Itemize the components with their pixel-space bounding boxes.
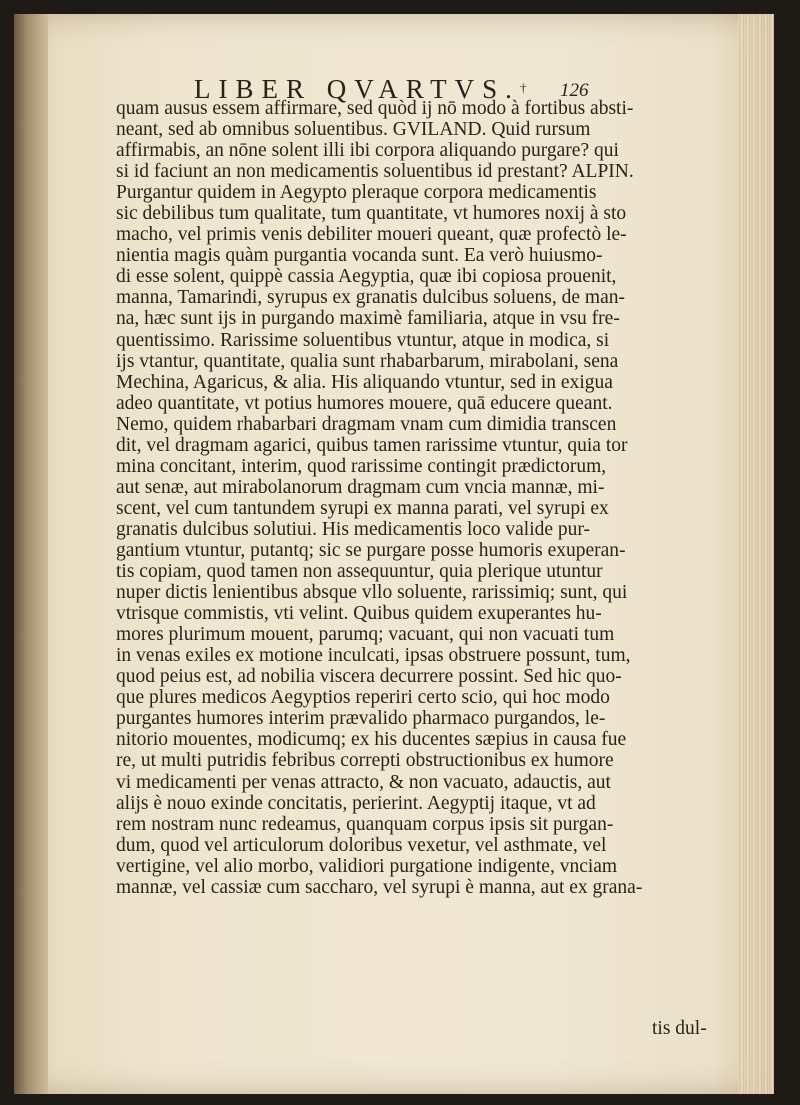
text-line: scent, vel cum tantundem syrupi ex manna parati, vel syrupi ex — [116, 497, 609, 519]
text-line: dit, vel dragmam agarici, quibus tamen rarissime vtuntur, quia tor — [116, 434, 628, 456]
text-line: affirmabis, an nōne solent illi ibi corpora aliquando purgare? qui — [116, 140, 619, 162]
text-line: di esse solent, quippè cassia Aegyptia, quæ ibi copiosa prouenit, — [116, 266, 617, 288]
text-line: neant, sed ab omnibus soluentibus. GVILAND. Quid rursum — [116, 119, 591, 141]
text-line: rem nostram nunc redeamus, quanquam corpus ipsis sit purgan- — [116, 813, 614, 835]
text-line: sic debilibus tum qualitate, tum quantitate, vt humores noxij à sto — [116, 203, 627, 225]
text-line: si id faciunt an non medicamentis soluentibus id prestant? ALPIN. — [116, 161, 634, 183]
page-number: 126 — [560, 80, 589, 101]
text-line: nitorio mouentes, modicumq; ex his ducentes sæpius in causa fue — [116, 729, 627, 751]
text-line: manna, Tamarindi, syrupus ex granatis dulcibus soluens, de man- — [116, 287, 625, 309]
text-line: vtrisque commistis, vti velint. Quibus quidem exuperantes hu- — [116, 603, 602, 625]
text-line: quod peius est, ad nobilia viscera decurrere possint. Sed hic quo- — [116, 666, 622, 688]
text-line: quentissimo. Rarissime soluentibus vtuntur, atque in modica, si — [116, 329, 610, 351]
text-line: que plures medicos Aegyptios reperiri certo scio, qui hoc modo — [116, 687, 610, 709]
text-line: aut senæ, aut mirabolanorum dragmam cum vncia mannæ, mi- — [116, 476, 605, 498]
body-text — [116, 98, 722, 898]
text-line: granatis dulcibus solutiui. His medicamentis loco valide pur- — [116, 518, 591, 540]
text-line: purgantes humores interim prævalido pharmaco purgandos, le- — [116, 708, 606, 730]
text-line: in venas exiles ex motione inculcati, ipsas obstruere possunt, tum, — [116, 645, 631, 667]
text-line: adeo quantitate, vt potius humores mouere, quā educere queant. — [116, 392, 613, 414]
page-edges — [738, 14, 774, 1094]
running-head-mark: † — [520, 80, 527, 95]
page-gutter-shadow — [14, 14, 48, 1094]
text-line: Purgantur quidem in Aegypto pleraque corpora medicamentis — [116, 182, 597, 204]
text-line: Mechina, Agaricus, & alia. His aliquando vtuntur, sed in exigua — [116, 371, 613, 393]
text-line: macho, vel primis venis debiliter moueri queant, quæ profectò le- — [116, 224, 627, 246]
running-head-title: LIBER QVARTVS. — [194, 74, 520, 104]
text-line: quam ausus essem affirmare, sed quòd ij nō modo à fortibus absti- — [116, 98, 634, 119]
text-line: alijs è nouo exinde concitatis, perierint. Aegyptij itaque, vt ad — [116, 792, 596, 814]
text-line: dum, quod vel articulorum doloribus vexetur, vel asthmate, vel — [116, 834, 607, 856]
text-line: gantium vtuntur, putantq; sic se purgare posse humoris exuperan- — [116, 539, 626, 561]
text-line: Nemo, quidem rhabarbari dragmam vnam cum dimidia transcen — [116, 413, 617, 435]
text-line: nuper dictis lenientibus absque vllo soluente, rarissimiq; sunt, qui — [116, 582, 628, 604]
text-line: mina concitant, interim, quod rarissime contingit prædictorum, — [116, 455, 607, 477]
text-line: vi medicamenti per venas attracto, & non vacuato, adauctis, aut — [116, 771, 611, 793]
text-line: ijs vtantur, quantitate, qualia sunt rhabarbarum, mirabolani, sena — [116, 350, 619, 372]
text-line: nientia magis quàm purgantia vocanda sunt. Ea verò huiusmo- — [116, 245, 603, 267]
text-line: tis copiam, quod tamen non assequuntur, quia plerique utuntur — [116, 561, 603, 583]
catchword: tis dul- — [652, 1018, 707, 1039]
text-line: re, ut multi putridis febribus correpti obstructionibus ex humore — [116, 750, 614, 772]
text-line: mannæ, vel cassiæ cum saccharo, vel syrupi è manna, aut ex grana- — [116, 876, 643, 898]
text-line: mores plurimum mouent, parumq; vacuant, qui non vacuati tum — [116, 624, 615, 646]
text-line: vertigine, vel alio morbo, validiori purgatione indigente, vnciam — [116, 855, 618, 877]
text-line: na, hæc sunt ijs in purgando maximè familiaria, atque in vsu fre- — [116, 308, 620, 330]
